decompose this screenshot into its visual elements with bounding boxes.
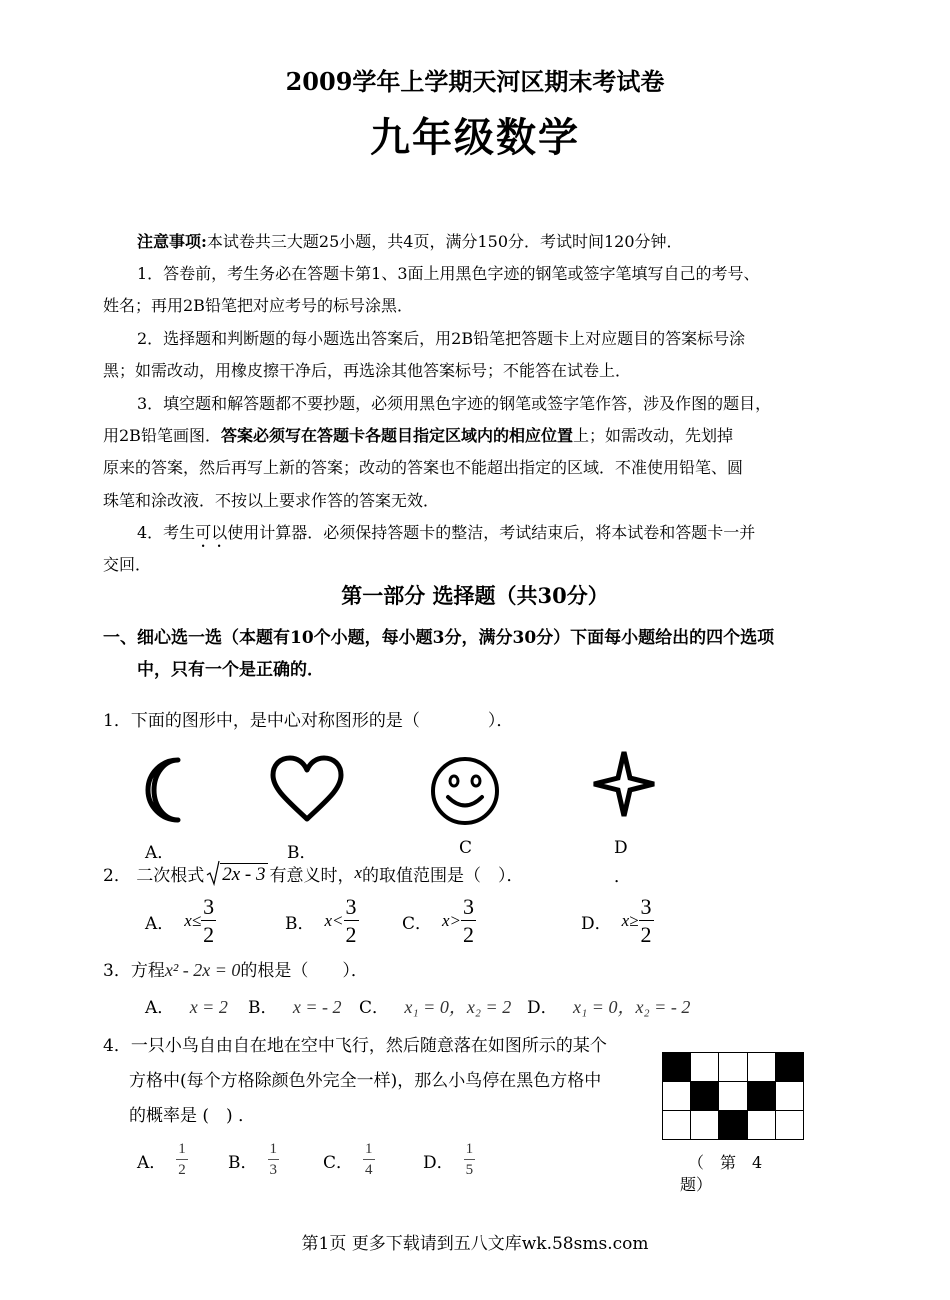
q4-option-b-label: B． [228, 1152, 258, 1173]
q3-option-c-value: x₁ = 0，x₂ = 2 [404, 997, 512, 1017]
q3-option-b [248, 993, 342, 1018]
grid-cell-black [775, 1053, 803, 1082]
grid-cell-black [719, 1111, 747, 1140]
q3-option-c-label: C． [359, 998, 390, 1018]
frac-num: 3 [345, 894, 357, 919]
note-4-a: 4．考生 [137, 523, 196, 542]
grid-cell-white [663, 1082, 691, 1111]
note-2-line-1: 2．选择题和判断题的每小题选出答案后，用2B铅笔把答题卡上对应题目的答案标号涂 [137, 329, 746, 348]
grid-cell-white [691, 1053, 719, 1082]
grid-cell-white [663, 1111, 691, 1140]
frac-num: 3 [203, 894, 215, 919]
q4-grid [662, 1052, 804, 1140]
q4-option-a-frac [176, 1142, 188, 1178]
q1-text: 1．下面的图形中，是中心对称图形的是（ ）． [103, 711, 514, 731]
q4-option-a-label: A． [137, 1152, 167, 1173]
q2-stray-dot: ． [614, 867, 631, 887]
radical-sign-icon [206, 860, 220, 886]
note-3-line-2-a: 用2B铅笔画图． [103, 426, 221, 445]
frac-num: 3 [640, 894, 652, 919]
q1-smiley [428, 754, 502, 828]
exam-title: 2009学年上学期天河区期末考试卷 [285, 67, 665, 96]
q2-option-b-rel: x< [324, 911, 344, 930]
four-point-star-icon [594, 752, 654, 816]
q2-radical [206, 860, 267, 886]
q2-option-b [285, 896, 359, 946]
grid-cell-white [691, 1111, 719, 1140]
frac-num: 1 [268, 1142, 280, 1160]
grid-cell-black [663, 1053, 691, 1082]
page-footer: 第1页 更多下载请到五八文库wk.58sms.com [301, 1234, 649, 1254]
grid-cell-black [747, 1082, 775, 1111]
q3-option-a-label: A． [145, 998, 175, 1018]
notes-label: 注意事项: [137, 232, 207, 251]
q3-option-d-value: x₁ = 0，x₂ = - 2 [573, 997, 691, 1017]
q2-option-a-rel: x≤ [184, 911, 202, 930]
grid-cell-white [747, 1053, 775, 1082]
frac-den: 4 [365, 1162, 373, 1178]
note-4-line-1 [137, 517, 755, 551]
notes-intro-text: 本试卷共三大题25小题，共4页，满分150分．考试时间120分钟． [206, 232, 683, 251]
note-3-line-3: 原来的答案，然后再写上新的答案；改动的答案也不能超出指定的区域．不准使用铅笔、圆 [103, 458, 744, 477]
q3-option-a-value: x = 2 [189, 997, 228, 1017]
q2-option-c-label: C． [402, 913, 433, 934]
grid-cell-white [775, 1082, 803, 1111]
q3-equation: x² - 2x = 0 [164, 960, 241, 980]
q2-option-b-frac [344, 896, 359, 946]
q4-option-c-label: C． [323, 1152, 354, 1173]
q2-option-c-rel: x> [442, 911, 462, 930]
grid-cell-white [719, 1053, 747, 1082]
q2-stem [103, 860, 524, 886]
grid-cell-white [747, 1111, 775, 1140]
section-instr-line-2: 中，只有一个是正确的． [137, 660, 324, 680]
q3-prefix: 3．方程 [103, 961, 165, 981]
q4-option-d-label: D． [423, 1152, 454, 1173]
grid-cell-white [719, 1082, 747, 1111]
q4-option-d [423, 1142, 475, 1178]
note-2-line-2: 黑；如需改动，用橡皮擦干净后，再选涂其他答案标号；不能答在试卷上． [103, 361, 632, 380]
frac-den: 5 [465, 1162, 474, 1178]
grid-row [663, 1082, 804, 1111]
q2-option-d-label: D． [581, 913, 612, 934]
q2-suffix-a: 有意义时， [269, 865, 355, 886]
q2-suffix-b: 的取值范围是（ ）． [362, 865, 524, 886]
q2-option-a [145, 896, 216, 946]
frac-num: 1 [363, 1142, 375, 1160]
grid-cell-black [691, 1082, 719, 1111]
q1-crescent [120, 752, 190, 827]
q3-option-a [145, 993, 228, 1018]
q4-line-3: 的概率是 ( ) ． [129, 1106, 256, 1126]
q2-option-d [581, 896, 654, 946]
smiley-face-icon [433, 759, 497, 823]
q2-option-c-frac [461, 896, 476, 946]
note-4-b: 使用计算器．必须保持答题卡的整洁，考试结束后，将本试卷和答题卡一并 [227, 523, 756, 542]
q2-var: x [354, 863, 363, 882]
grid-row [663, 1053, 804, 1082]
frac-den: 2 [463, 922, 475, 947]
q2-option-a-frac [201, 896, 216, 946]
q1-label-c: C [459, 838, 473, 858]
frac-num: 1 [176, 1142, 188, 1160]
note-3-line-2-b: 上；如需改动，先划掉 [572, 426, 733, 445]
heart-icon [273, 758, 341, 819]
q1-heart [268, 755, 346, 825]
q3-stem [103, 956, 368, 981]
frac-den: 2 [203, 922, 215, 947]
q2-option-a-label: A． [145, 913, 175, 934]
crescent-moon-icon [148, 760, 178, 820]
q4-caption-line-1: （ 第 4 [688, 1153, 763, 1172]
q2-option-c [402, 896, 476, 946]
q4-option-b [228, 1142, 279, 1178]
q4-line-2: 方格中(每个方格除颜色外完全一样)，那么小鸟停在黑色方格中 [129, 1071, 602, 1091]
q1-star [590, 748, 658, 820]
q4-grid-figure [662, 1052, 804, 1142]
q4-option-c-frac [363, 1142, 375, 1178]
q1-label-d: D [614, 838, 628, 858]
q3-option-d-label: D． [527, 998, 558, 1018]
note-4-line-2: 交回． [103, 555, 152, 574]
q3-option-d [527, 993, 690, 1019]
note-4-emph: 可以 [195, 523, 228, 542]
q2-prefix: 2． 二次根式 [103, 865, 205, 886]
q4-line-1: 4．一只小鸟自由自在地在空中飞行，然后随意落在如图所示的某个 [103, 1036, 607, 1056]
note-3-bold: 答案必须写在答题卡各题目指定区域内的相应位置 [220, 426, 573, 445]
frac-num: 3 [463, 894, 475, 919]
notes-intro [137, 226, 683, 258]
section-instr-line-1: 一、细心选一选（本题有10个小题，每小题3分，满分30分）下面每小题给出的四个选项 [103, 628, 775, 648]
note-3-line-2 [103, 420, 733, 452]
q3-suffix: 的根是（ ）． [240, 961, 368, 981]
q4-option-c [323, 1142, 375, 1178]
q1-label-b: B． [287, 843, 317, 863]
note-1-line-2: 姓名；再用2B铅笔把对应考号的标号涂黑． [103, 296, 413, 315]
frac-den: 3 [269, 1162, 277, 1178]
frac-den: 2 [345, 922, 357, 947]
note-3-line-4: 珠笔和涂改液．不按以上要求作答的答案无效． [103, 491, 440, 510]
frac-den: 2 [178, 1162, 186, 1178]
frac-num: 1 [464, 1142, 476, 1160]
q4-option-b-frac [268, 1142, 280, 1178]
q2-radicand: 2x - 3 [222, 864, 266, 885]
frac-den: 2 [640, 922, 652, 947]
note-1-line-1: 1．答卷前，考生务必在答题卡第1、3面上用黑色字迹的钢笔或签字笔填写自己的考号、 [137, 264, 760, 283]
q3-option-b-label: B． [248, 998, 278, 1018]
q4-caption-line-2: 题） [680, 1175, 713, 1194]
grid-cell-white [775, 1111, 803, 1140]
q3-option-b-value: x = - 2 [292, 997, 342, 1017]
q2-option-b-label: B． [285, 913, 315, 934]
q4-option-a [137, 1142, 188, 1178]
note-3-line-1: 3．填空题和解答题都不要抄题，必须用黑色字迹的钢笔或签字笔作答，涉及作图的题目， [137, 394, 772, 413]
q3-option-c [359, 993, 511, 1019]
q2-option-d-rel: x≥ [621, 911, 639, 930]
q2-option-d-frac [639, 896, 654, 946]
q1-label-a: A． [145, 843, 175, 863]
subject-title: 九年级数学 [370, 114, 580, 161]
section-title: 第一部分 选择题（共30分） [341, 583, 609, 608]
grid-row [663, 1111, 804, 1140]
q4-option-d-frac [464, 1142, 476, 1178]
